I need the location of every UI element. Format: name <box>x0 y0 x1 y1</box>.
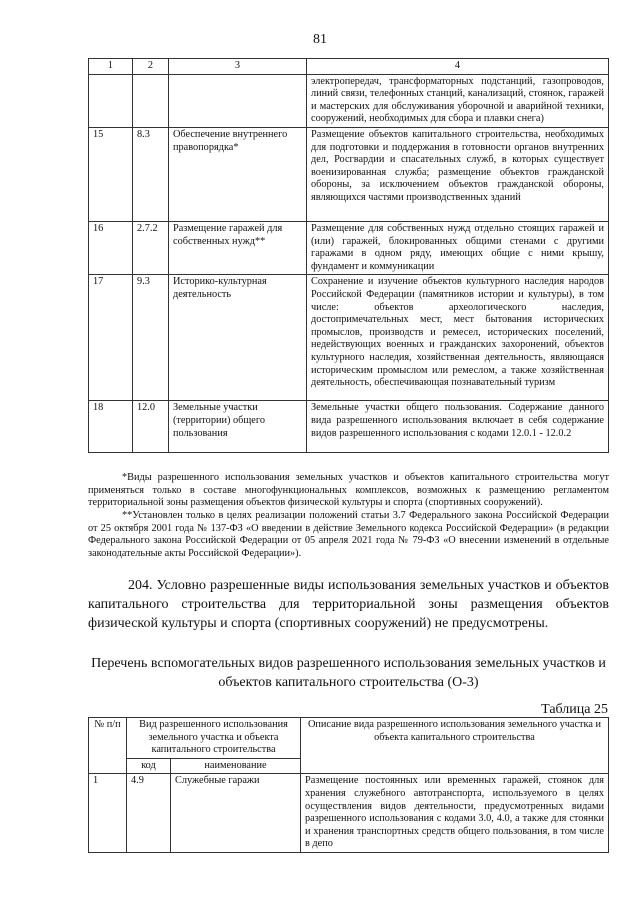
table-row <box>89 275 609 401</box>
description-continuation: электропередач, трансформаторных подстанций, газопроводов, линий связи, телефонных станций, канализаций, стоянок, гаражей и мастерских для обслуживания уборочной и аварийной техники, сооружений, необходимых для сбора и плавки снега) <box>307 74 609 127</box>
row-number: 18 <box>89 401 133 453</box>
page-number: 81 <box>313 32 327 47</box>
header-group: Вид разрешенного использования земельного участка и объекта капитального строительства <box>127 718 301 759</box>
header-description: Описание вида разрешенного использования земельного участка и объекта капитального строительства <box>301 718 609 774</box>
section-heading: Перечень вспомогательных видов разрешенного использования земельных участков и объектов капитального строительства (О-3) <box>91 656 606 690</box>
header-cell-2: 2 <box>133 59 169 75</box>
use-description: Земельные участки общего пользования. Содержание данного вида разрешенного использования включает в себя содержание видов разрешенного использования с кодами 12.0.1 - 12.0.2 <box>307 401 609 453</box>
land-use-table-continued <box>88 58 609 453</box>
table-row <box>89 74 609 127</box>
use-name: Обеспечение внутреннего правопорядка* <box>169 127 307 221</box>
table-row <box>89 221 609 274</box>
auxiliary-use-table <box>88 717 609 853</box>
paragraph-204: 204. Условно разрешенные виды использования земельных участков и объектов капитального строительства для территориальной зоны размещения объектов физической культуры и спорта (спортивных сооружений) не предусмотрены. <box>88 578 609 631</box>
use-name: Размещение гаражей для собственных нужд** <box>169 221 307 274</box>
use-description: Размещение объектов капитального строительства, необходимых для подготовки и поддержания в готовности органов внутренних дел, Росгвардии и спасательных служб, в которых существует военизированная служба; размещение объектов гражданской обороны, за исключением объектов гражданской обороны, являющихся частями производственных зданий <box>307 127 609 221</box>
header-num: № п/п <box>89 718 127 774</box>
table-row <box>89 127 609 221</box>
table-row <box>89 774 609 853</box>
use-code: 12.0 <box>133 401 169 453</box>
row-number: 15 <box>89 127 133 221</box>
table-header-row <box>89 718 609 759</box>
use-name: Историко-культурная деятельность <box>169 275 307 401</box>
use-code: 9.3 <box>133 275 169 401</box>
use-description: Размещение для собственных нужд отдельно стоящих гаражей и (или) гаражей, блокированных общими стенами с другими гаражами в одном ряду, имеющих общие с ними крышу, фундамент и коммуникации <box>307 221 609 274</box>
table-header-row <box>89 59 609 75</box>
header-cell-3: 3 <box>169 59 307 75</box>
footnote-2: **Установлен только в целях реализации положений статьи 3.7 Федерального закона Российской Федерации от 25 октября 2001 года № 137-ФЗ «О введении в действие Земельного кодекса Российской Федерации» (в редакции Федерального закона Российской Федерации от 05 апреля 2021 года № 79-ФЗ «О внесении изменений в отдельные законодательные акты Российской Федерации»). <box>88 510 609 560</box>
use-name: Земельные участки (территории) общего пользования <box>169 401 307 453</box>
header-code: код <box>127 758 171 774</box>
use-code: 8.3 <box>133 127 169 221</box>
table-label: Таблица 25 <box>541 702 608 717</box>
empty-cell <box>169 74 307 127</box>
header-cell-1: 1 <box>89 59 133 75</box>
row-number: 1 <box>89 774 127 853</box>
use-code: 4.9 <box>127 774 171 853</box>
row-number: 16 <box>89 221 133 274</box>
empty-cell <box>133 74 169 127</box>
use-description: Размещение постоянных или временных гаражей, стоянок для хранения служебного автотранспорта, используемого в целях осуществления видов деятельности, предусмотренных видами разрешенного использования с кодами 3.0, 4.0, а также для стоянки и хранения транспортных средств общего пользования, в том числе в депо <box>301 774 609 853</box>
header-name: наименование <box>171 758 301 774</box>
empty-cell <box>89 74 133 127</box>
footnote-1: *Виды разрешенного использования земельных участков и объектов капитального строительства могут применяться только в составе многофункциональных комплексов, возможных к размещению регламентом территориальной зоны размещения объектов физической культуры и спорта (спортивных сооружений). <box>88 472 609 509</box>
use-description: Сохранение и изучение объектов культурного наследия народов Российской Федерации (памятников истории и культуры), в том числе: объектов археологического наследия, достопримечательных мест, мест бытования исторических промыслов, производств и ремесел, исторических поселений, недействующих военных и гражданских захоронений, объектов культурного наследия, хозяйственная деятельность, являющаяся историческим промыслом или ремеслом, а также хозяйственная деятельность, обеспечивающая познавательный туризм <box>307 275 609 401</box>
row-number: 17 <box>89 275 133 401</box>
use-code: 2.7.2 <box>133 221 169 274</box>
use-name: Служебные гаражи <box>171 774 301 853</box>
header-cell-4: 4 <box>307 59 609 75</box>
table-row <box>89 401 609 453</box>
